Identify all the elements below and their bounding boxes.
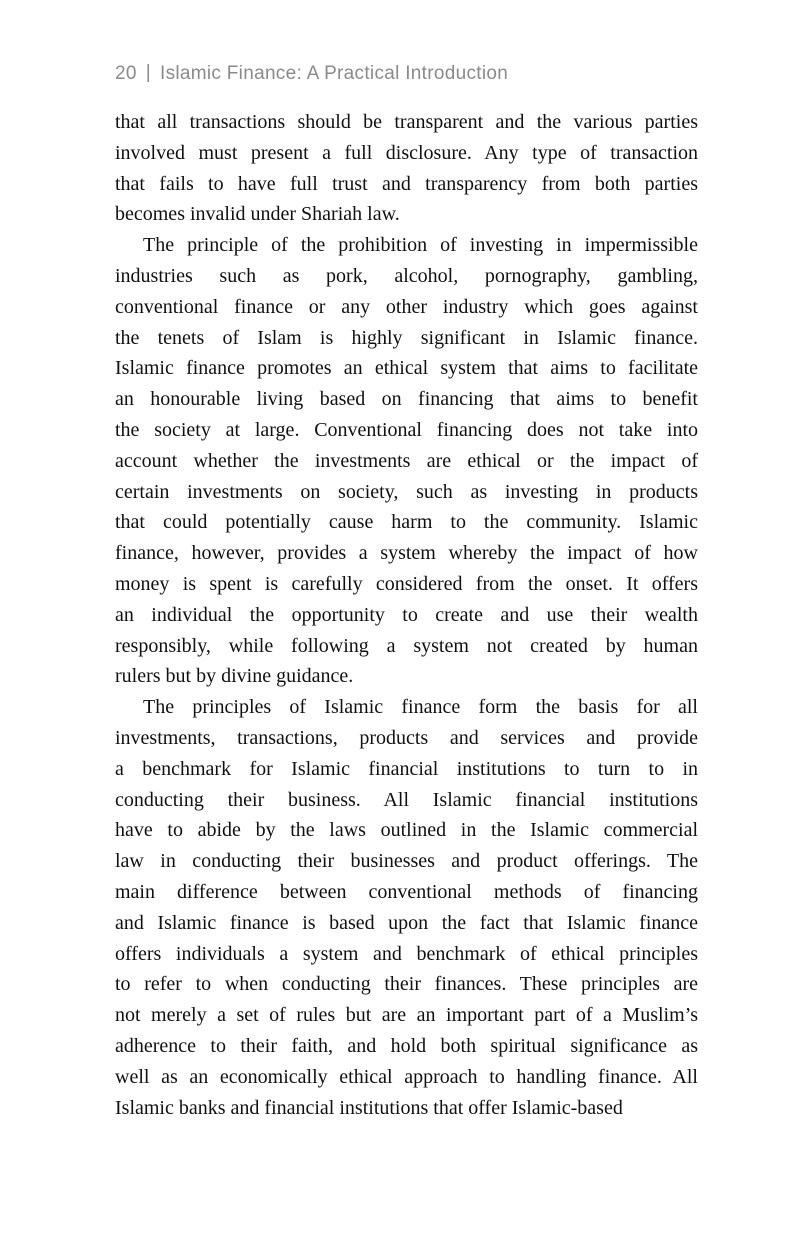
text-line: finance, however, provides a system whereby the impact of how [115,542,698,565]
text-line: adherence to their faith, and hold both spiritual significance as [115,1034,698,1057]
text-line: The principles of Islamic finance form the basis for all [143,696,698,719]
text-line: Islamic finance promotes an ethical system that aims to facilitate [115,357,698,380]
paragraph [115,230,698,692]
text-line: not merely a set of rules but are an important part of a Muslim’s [115,1004,698,1027]
text-line: a benchmark for Islamic financial institutions to turn to in [115,757,698,780]
book-title: Islamic Finance: A Practical Introduction [159,63,509,84]
text-line: account whether the investments are ethical or the impact of [115,449,698,472]
text-line: have to abide by the laws outlined in the Islamic commercial [115,819,698,842]
text-line: conventional finance or any other industry which goes against [115,295,698,318]
text-line: that could potentially cause harm to the community. Islamic [115,511,698,534]
text-line: that fails to have full trust and transparency from both parties [115,172,698,195]
text-line: offers individuals a system and benchmark of ethical principles [115,942,698,965]
text-line: law in conducting their businesses and product offerings. The [115,850,698,873]
text-line: responsibly, while following a system not created by human [115,634,698,657]
text-line: to refer to when conducting their finances. These principles are [115,973,698,996]
text-line: that all transactions should be transparent and the various parties [115,111,698,133]
paragraph [115,692,698,1123]
text-line: money is spent is carefully considered from the onset. It offers [115,572,698,595]
text-line: the society at large. Conventional financing does not take into [115,418,698,441]
text-line: an honourable living based on financing that aims to benefit [115,388,698,411]
text-line: Islamic banks and financial institutions that offer Islamic-based [115,1096,623,1119]
text-line: industries such as pork, alcohol, pornography, gambling, [115,264,698,287]
text-line: an individual the opportunity to create and use their wealth [115,603,698,626]
text-line: involved must present a full disclosure. Any type of transaction [115,141,698,164]
text-line: becomes invalid under Shariah law. [115,203,400,226]
text-line: the tenets of Islam is highly significant in Islamic finance. [115,326,698,349]
text-line: The principle of the prohibition of investing in impermissible [143,234,698,257]
text-line: certain investments on society, such as investing in products [115,480,698,503]
text-line: investments, transactions, products and services and provide [115,726,698,749]
running-header [115,62,508,86]
text-line: well as an economically ethical approach to handling finance. All [115,1065,698,1088]
text-line: main difference between conventional methods of financing [115,880,698,903]
page-number: 20 [115,63,137,84]
paragraph [115,107,698,230]
body-text [115,107,698,1123]
header-separator: | [145,62,151,83]
text-line: conducting their business. All Islamic financial institutions [115,788,698,811]
text-line: and Islamic finance is based upon the fact that Islamic finance [115,911,698,934]
text-line: rulers but by divine guidance. [115,665,354,688]
